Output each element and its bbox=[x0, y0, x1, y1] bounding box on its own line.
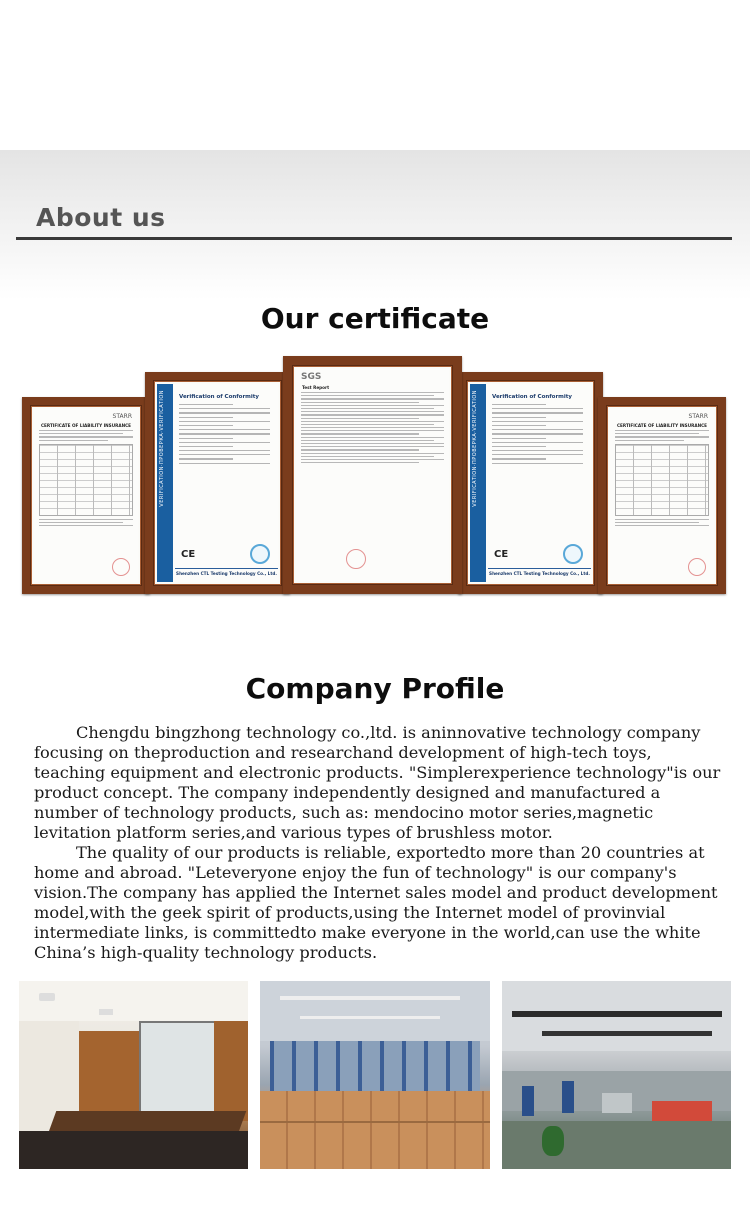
factory-floor-photo bbox=[502, 981, 731, 1169]
certificate-table bbox=[39, 444, 133, 516]
about-us-heading: About us bbox=[36, 203, 166, 232]
company-profile-title: Company Profile bbox=[245, 672, 505, 705]
warehouse-photo bbox=[260, 981, 490, 1169]
profile-paragraph-1: Chengdu bingzhong technology co.,ltd. is aninnovative technology company focusing on theproduction and researchand development of high-tech toys, teaching equipment and electronic products. "Simplerexperience technology"is our product concept. The company independently designed and manufactured a number of technology products, such as: mendocino motor series,magnetic levitation platform series,and various types of brushless motor. bbox=[34, 723, 721, 843]
certificate-heading: Test Report bbox=[302, 385, 330, 390]
certificate-document bbox=[610, 409, 714, 582]
ce-mark: CE bbox=[181, 549, 196, 560]
verification-side-band: VERIFICATION·ПРОВЕРКА·VERIFICATION bbox=[157, 384, 173, 582]
certificate-table bbox=[615, 444, 709, 516]
profile-paragraph-2: The quality of our products is reliable, exportedto more than 20 countries at home and abroad. "Leteveryone enjoy the fun of technology" is our company's vision.The company has applied the Internet sales model and product development model,with the geek spirit of products,using the Internet model of provinvial intermediate links, is committedto make everyone in the world,can use the white China’s high-quality technology products. bbox=[34, 843, 718, 963]
certificate-frame-5 bbox=[598, 397, 726, 594]
sgs-logo: SGS bbox=[301, 372, 322, 382]
certificate-heading: Verification of Conformity bbox=[492, 394, 572, 400]
ctl-logo-icon bbox=[250, 544, 270, 564]
certificate-document bbox=[34, 409, 138, 582]
certificate-frame-3 bbox=[283, 356, 462, 594]
certificate-frame-4 bbox=[458, 372, 603, 594]
certificate-section-title: Our certificate bbox=[260, 302, 490, 335]
ce-mark: CE bbox=[494, 549, 509, 560]
heading-divider bbox=[16, 237, 732, 240]
certificate-document bbox=[296, 369, 449, 581]
seal-stamp bbox=[346, 549, 366, 569]
starr-logo: STARR bbox=[112, 413, 132, 420]
ctl-logo-icon bbox=[563, 544, 583, 564]
seal-stamp bbox=[112, 558, 130, 576]
certificate-heading: CERTIFICATE OF LIABILITY INSURANCE bbox=[616, 423, 708, 428]
certificate-document bbox=[470, 384, 591, 582]
certificate-heading: CERTIFICATE OF LIABILITY INSURANCE bbox=[40, 423, 132, 428]
certificate-frame-1 bbox=[22, 397, 150, 594]
certificate-issuer: Shenzhen CTL Testing Technology Co., Ltd. bbox=[488, 568, 591, 579]
top-blank-area bbox=[0, 0, 750, 150]
certificate-frame-2 bbox=[145, 372, 290, 594]
certificate-heading: Verification of Conformity bbox=[179, 394, 259, 400]
verification-side-band: VERIFICATION·ПРОВЕРКА·VERIFICATION bbox=[470, 384, 486, 582]
starr-logo: STARR bbox=[688, 413, 708, 420]
certificate-document bbox=[157, 384, 278, 582]
seal-stamp bbox=[688, 558, 706, 576]
certificate-issuer: Shenzhen CTL Testing Technology Co., Ltd. bbox=[175, 568, 278, 579]
meeting-room-photo bbox=[19, 981, 248, 1169]
